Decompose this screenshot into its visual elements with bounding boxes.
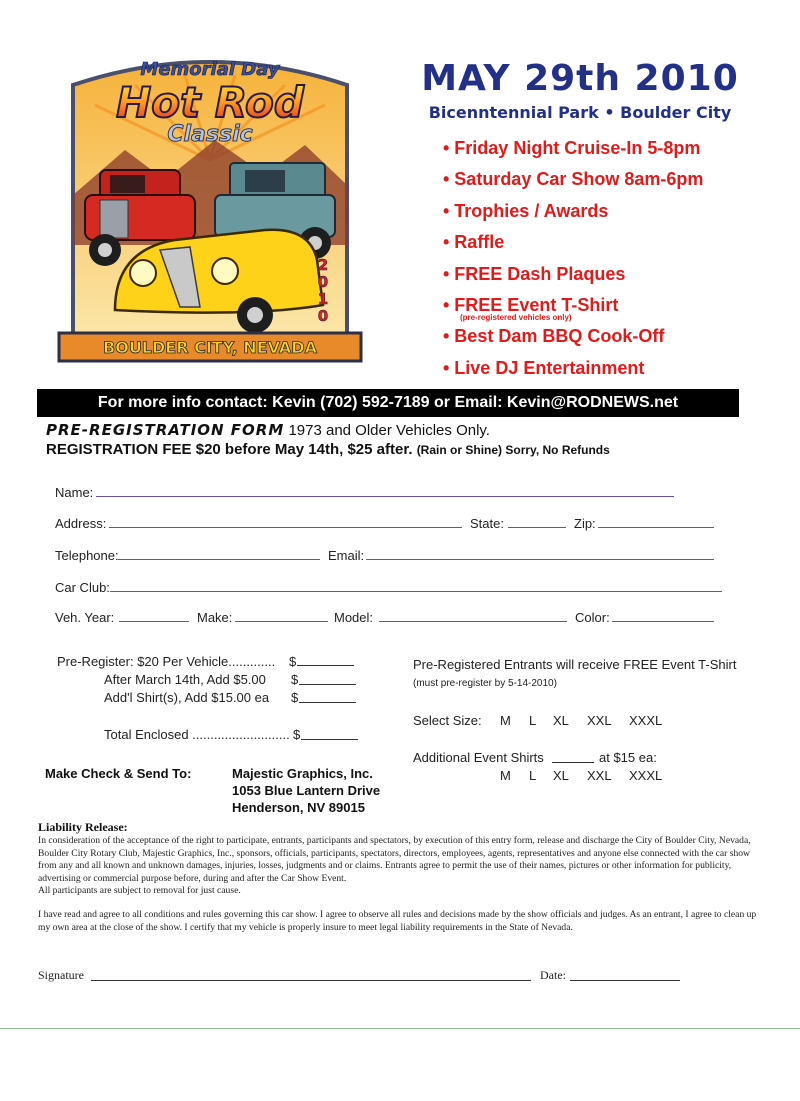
fee-note: (Rain or Shine) Sorry, No Refunds xyxy=(416,443,610,457)
dollar-sign: $ xyxy=(291,672,299,687)
registration-fee xyxy=(46,441,610,458)
state-label: State: xyxy=(470,516,504,531)
feature-text: • Saturday Car Show 8am-6pm xyxy=(443,169,704,190)
feature-item xyxy=(443,201,773,232)
zip-field[interactable] xyxy=(598,527,714,528)
feature-list xyxy=(443,138,773,389)
select-size-label: Select Size: xyxy=(413,713,482,728)
additional-shirts-qty[interactable] xyxy=(552,762,594,763)
date-field[interactable] xyxy=(570,980,680,981)
make-field[interactable] xyxy=(235,621,328,622)
feature-text: • Raffle xyxy=(443,232,505,253)
feature-item xyxy=(443,264,773,295)
preregistration-heading xyxy=(46,421,490,439)
mail-city: Henderson, NV 89015 xyxy=(232,800,365,815)
logo-year-digit-2: 0 xyxy=(317,273,329,291)
additional-size-option-m[interactable]: M xyxy=(500,768,511,783)
name-field[interactable] xyxy=(96,496,674,497)
hot-rod-classic-logo xyxy=(55,45,365,370)
telephone-field[interactable] xyxy=(118,559,320,560)
dollar-sign: $ xyxy=(291,690,299,705)
color-field[interactable] xyxy=(612,621,714,622)
liability-removal: All participants are subject to removal for just cause. xyxy=(38,885,241,896)
make-check-label: Make Check & Send To: xyxy=(45,766,192,781)
telephone-label: Telephone: xyxy=(55,548,119,563)
additional-shirts-heading: Additional Event Shirts xyxy=(413,750,544,765)
name-label: Name: xyxy=(55,485,94,500)
event-venue: Bicenntennial Park • Boulder City xyxy=(428,103,732,122)
additional-shirts-label: Add'l Shirt(s), Add $15.00 ea xyxy=(104,690,270,705)
feature-text: • FREE Dash Plaques xyxy=(443,263,626,284)
feature-text: • Trophies / Awards xyxy=(443,200,609,221)
feature-item xyxy=(443,232,773,263)
feature-text: • Best Dam BBQ Cook-Off xyxy=(443,326,665,347)
logo-year-digit-4: 0 xyxy=(317,307,329,325)
car-club-label: Car Club: xyxy=(55,580,110,595)
signature-label: Signature xyxy=(38,968,84,982)
address-label: Address: xyxy=(55,516,107,531)
form-title-suffix: 1973 and Older Vehicles Only. xyxy=(288,422,490,439)
vehicle-year-label: Veh. Year: xyxy=(55,610,115,625)
feature-note: (pre-registered vehicles only) xyxy=(460,312,572,322)
liability-text xyxy=(38,835,763,898)
scan-edge-line xyxy=(0,1028,800,1029)
after-march-label: After March 14th, Add $5.00 xyxy=(104,672,266,687)
feature-text: • FREE Event T-Shirt xyxy=(443,294,619,315)
feature-item xyxy=(443,358,773,389)
dollar-sign: $ xyxy=(289,654,297,669)
agreement-text: I have read and agree to all conditions and rules governing this car show. I agree to observe all rules and decisions made by the show officials and judges. As an entrant, I agree to clean up my own area at the close of the show. I certify that my vehicle is properly insure to meet legal liability requirements in the State of Nevada. xyxy=(38,909,757,933)
mail-company: Majestic Graphics, Inc. xyxy=(232,766,373,781)
form-title: PRE-REGISTRATION FORM xyxy=(46,421,285,439)
signature-field[interactable] xyxy=(91,980,531,981)
feature-text: • Friday Night Cruise-In 5-8pm xyxy=(443,138,701,158)
pre-register-amount[interactable] xyxy=(297,665,354,666)
additional-size-option-xxl[interactable]: XXL xyxy=(587,768,612,783)
email-label: Email: xyxy=(328,548,365,563)
mail-street: 1053 Blue Lantern Drive xyxy=(232,783,381,798)
shirt-deadline: (must pre-register by 5-14-2010) xyxy=(413,678,557,689)
event-date: MAY 29th 2010 xyxy=(421,58,739,99)
total-amount[interactable] xyxy=(301,739,358,740)
zip-label: Zip: xyxy=(574,516,596,531)
logo-main-text: Hot Rod xyxy=(116,78,304,127)
address-field[interactable] xyxy=(109,527,462,528)
size-option-xxxl[interactable]: XXXL xyxy=(629,713,663,728)
size-option-xxl[interactable]: XXL xyxy=(587,713,612,728)
additional-size-option-l[interactable]: L xyxy=(529,768,537,783)
logo-banner-text: BOULDER CITY, NEVADA xyxy=(103,338,317,357)
logo-top-text: Memorial Day xyxy=(140,59,280,80)
size-option-l[interactable]: L xyxy=(529,713,537,728)
vehicle-year-field[interactable] xyxy=(119,621,189,622)
fee-text: REGISTRATION FEE $20 before May 14th, $25 after. xyxy=(46,441,413,458)
email-field[interactable] xyxy=(366,559,714,560)
feature-item xyxy=(443,295,773,326)
additional-size-option-xl[interactable]: XL xyxy=(553,768,569,783)
logo-sub-text: Classic xyxy=(167,122,253,147)
logo-year-digit-1: 2 xyxy=(317,256,329,274)
liability-title: Liability Release: xyxy=(38,820,128,834)
contact-info-bar: For more info contact: Kevin (702) 592-7189 or Email: Kevin@RODNEWS.net xyxy=(37,389,739,417)
state-field[interactable] xyxy=(508,527,566,528)
late-fee-amount[interactable] xyxy=(299,684,356,685)
feature-text: • Live DJ Entertainment xyxy=(443,357,645,378)
model-field[interactable] xyxy=(379,621,567,622)
size-option-m[interactable]: M xyxy=(500,713,511,728)
logo-year-digit-3: 1 xyxy=(317,290,329,308)
car-club-field[interactable] xyxy=(110,591,722,592)
total-enclosed-label: Total Enclosed ........................... xyxy=(104,727,290,742)
feature-item xyxy=(443,169,773,200)
size-option-xl[interactable]: XL xyxy=(553,713,569,728)
liability-body: In consideration of the acceptance of the right to participate, entrants, participants and spectators, by execution of this entry form, release and discharge the City of Boulder City, Nevada, Boulder City Rotary Club, Majestic Graphics, Inc., sponsors, officials, participants, spectators, directors, employees, agents, representatives and anyone else connected with the car show from any and all known and unknown damages, injuries, losses, judgments and or claims. Entrants agree to permit the use of their names, pictures or other information for publicity, advertising or commercial purpose before, during and after the Car Show Event. xyxy=(38,835,751,884)
feature-item xyxy=(443,326,773,357)
model-label: Model: xyxy=(334,610,374,625)
feature-item xyxy=(443,138,773,169)
color-label: Color: xyxy=(575,610,610,625)
make-label: Make: xyxy=(197,610,233,625)
pre-register-label: Pre-Register: $20 Per Vehicle............. xyxy=(57,654,276,669)
additional-shirts-price: at $15 ea: xyxy=(599,750,657,765)
additional-size-option-xxxl[interactable]: XXXL xyxy=(629,768,663,783)
dollar-sign: $ xyxy=(293,727,301,742)
free-shirt-heading: Pre-Registered Entrants will receive FREE Event T-Shirt xyxy=(413,657,737,672)
date-label: Date: xyxy=(540,968,566,982)
additional-shirts-amount[interactable] xyxy=(299,702,356,703)
